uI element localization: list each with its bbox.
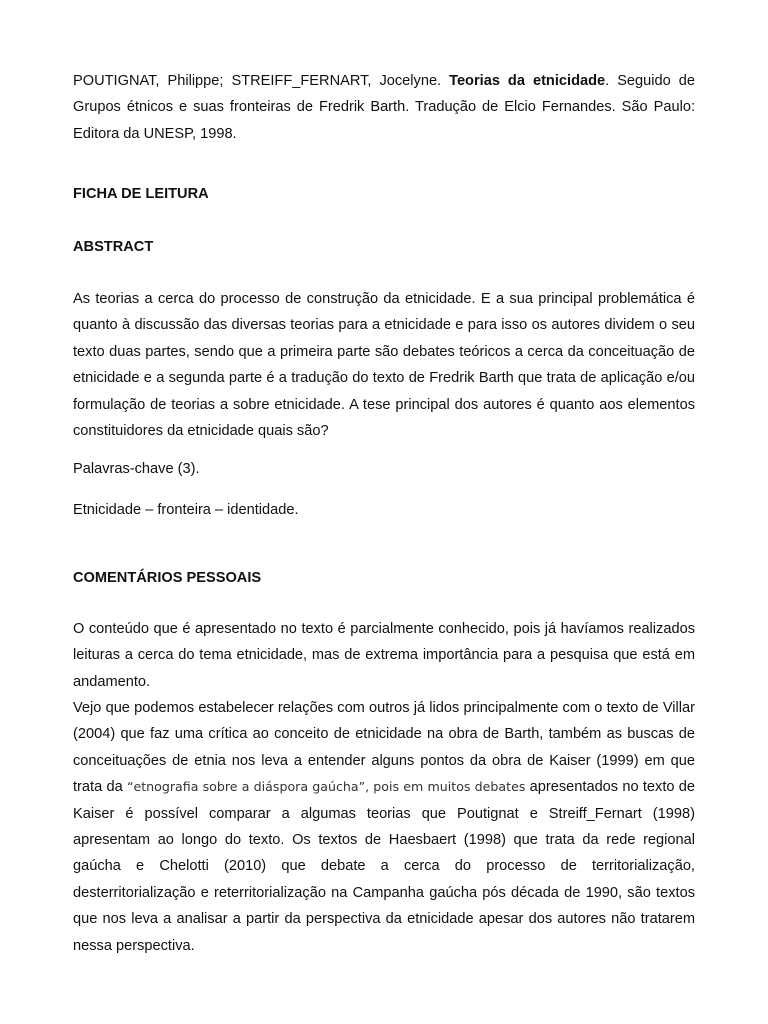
- keywords-list: Etnicidade – fronteira – identidade.: [73, 501, 299, 518]
- reference-title: Teorias da etnicidade: [449, 73, 606, 89]
- heading-comentarios-pessoais: COMENTÁRIOS PESSOAIS: [73, 570, 262, 587]
- keywords-label: Palavras-chave (3).: [73, 461, 200, 478]
- heading-abstract: ABSTRACT: [73, 238, 154, 255]
- comentarios-paragraph-1: O conteúdo que é apresentado no texto é parcialmente conhecido, pois já havíamos realizados leituras a cerca do tema etnicidade, mas de extrema importância para a pesquisa que está em andamento.: [73, 620, 695, 690]
- comentarios-paragraph-2: [73, 695, 695, 959]
- bibliographic-reference: [73, 68, 695, 147]
- reference-authors: POUTIGNAT, Philippe; STREIFF_FERNART, Jocelyne.: [73, 73, 442, 89]
- comentarios-paragraph-2-end: apresentados no texto de Kaiser é possível comparar a algumas teorias que Poutignat e Streiff_Fernart (1998) apresentam ao longo do texto. Os textos de Haesbaert (1998) que trata da rede regional gaúcha e Chelotti (2010) que debate a cerca do processo de territorialização, desterritorialização e reterritorialização na Campanha gaúcha pós década de 1990, são textos que nos leva a analisar a partir da perspectiva da etnicidade apesar dos autores não tratarem nessa perspectiva.: [73, 779, 695, 954]
- comentarios-paragraph-2-start: Vejo que podemos estabelecer relações com outros já lidos principalmente com o texto de Villar (2004) que faz uma crítica ao conceito de etnicidade na obra de Barth, também as buscas de conceituações de etnia nos leva a entender alguns pontos da obra de Kaiser (1999) em que trata da: [73, 699, 695, 796]
- document-page: [73, 68, 695, 959]
- reference-details: . Seguido de Grupos étnicos e suas fronteiras de Fredrik Barth. Tradução de Elcio Fernandes. São Paulo: Editora da UNESP, 1998.: [73, 73, 695, 142]
- abstract-paragraph: As teorias a cerca do processo de construção da etnicidade. E a sua principal problemática é quanto à discussão das diversas teorias para a etnicidade e para isso os autores dividem o seu texto duas partes, sendo que a primeira parte são debates teóricos a cerca da conceituação de etnicidade e a segunda parte é a tradução do texto de Fredrik Barth que trata de aplicação e/ou formulação de teorias a sobre etnicidade. A tese principal dos autores é quanto aos elementos constituidores da etnicidade quais são?: [73, 291, 695, 440]
- heading-ficha-de-leitura: FICHA DE LEITURA: [73, 186, 209, 203]
- comentarios-quote: “etnografia sobre a diáspora gaúcha”, pois em muitos debates: [126, 779, 526, 795]
